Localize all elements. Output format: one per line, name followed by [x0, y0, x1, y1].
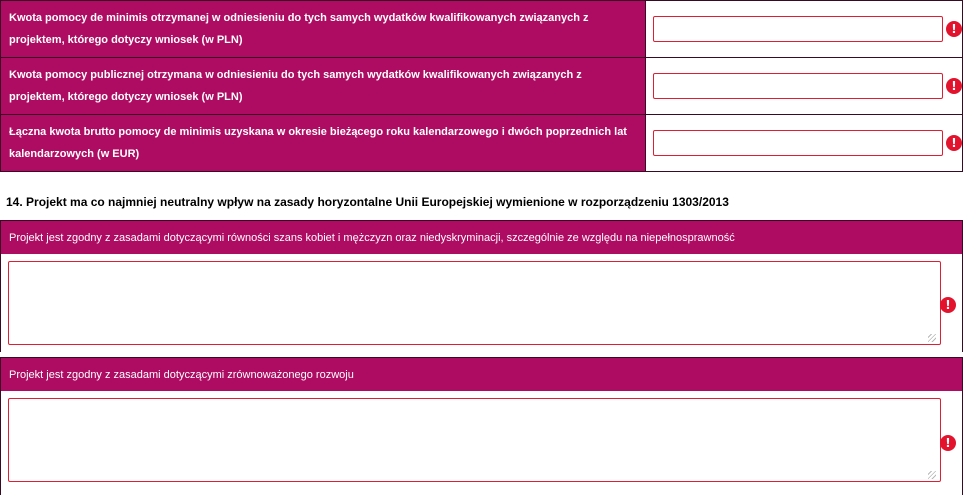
public-aid-pln-label: Kwota pomocy publicznej otrzymana w odniesieniu do tych samych wydatków kwalifikowanych związanych z projektem, którego dotyczy wniosek (w PLN) [1, 58, 646, 115]
public-aid-pln-cell [646, 58, 963, 115]
de-minimis-pln-input[interactable] [653, 16, 943, 42]
table-row [1, 115, 963, 172]
exclamation-icon: ! [946, 21, 962, 37]
de-minimis-pln-cell [646, 1, 963, 58]
equal-opportunities-body [0, 254, 963, 352]
sustainable-development-textarea[interactable] [8, 398, 941, 482]
de-minimis-total-eur-cell [646, 115, 963, 172]
exclamation-icon: ! [940, 435, 956, 451]
exclamation-icon: ! [940, 297, 956, 313]
resize-grip-icon[interactable] [928, 334, 936, 342]
de-minimis-total-eur-input[interactable] [653, 130, 943, 156]
exclamation-icon: ! [946, 135, 962, 151]
equal-opportunities-textarea[interactable] [8, 261, 941, 345]
de-minimis-pln-label: Kwota pomocy de minimis otrzymanej w odniesieniu do tych samych wydatków kwalifikowanych związanych z projektem, którego dotyczy wniosek (w PLN) [1, 1, 646, 58]
public-aid-pln-input[interactable] [653, 73, 943, 99]
table-row [1, 1, 963, 58]
exclamation-icon: ! [946, 78, 962, 94]
sustainable-development-body [0, 391, 963, 495]
sustainable-development-label: Projekt jest zgodny z zasadami dotyczącymi zrównoważonego rozwoju [0, 357, 963, 391]
equal-opportunities-label: Projekt jest zgodny z zasadami dotyczącymi równości szans kobiet i mężczyzn oraz niedyskryminacji, szczególnie ze względu na niepełnosprawność [0, 220, 963, 254]
section-14-heading: 14. Projekt ma co najmniej neutralny wpływ na zasady horyzontalne Unii Europejskiej wymienione w rozporządzeniu 1303/2013 [6, 195, 729, 209]
aid-amounts-table [0, 0, 963, 172]
de-minimis-total-eur-label: Łączna kwota brutto pomocy de minimis uzyskana w okresie bieżącego roku kalendarzowego i dwóch poprzednich lat kalendarzowych (w EUR) [1, 115, 646, 172]
resize-grip-icon[interactable] [928, 471, 936, 479]
table-row [1, 58, 963, 115]
